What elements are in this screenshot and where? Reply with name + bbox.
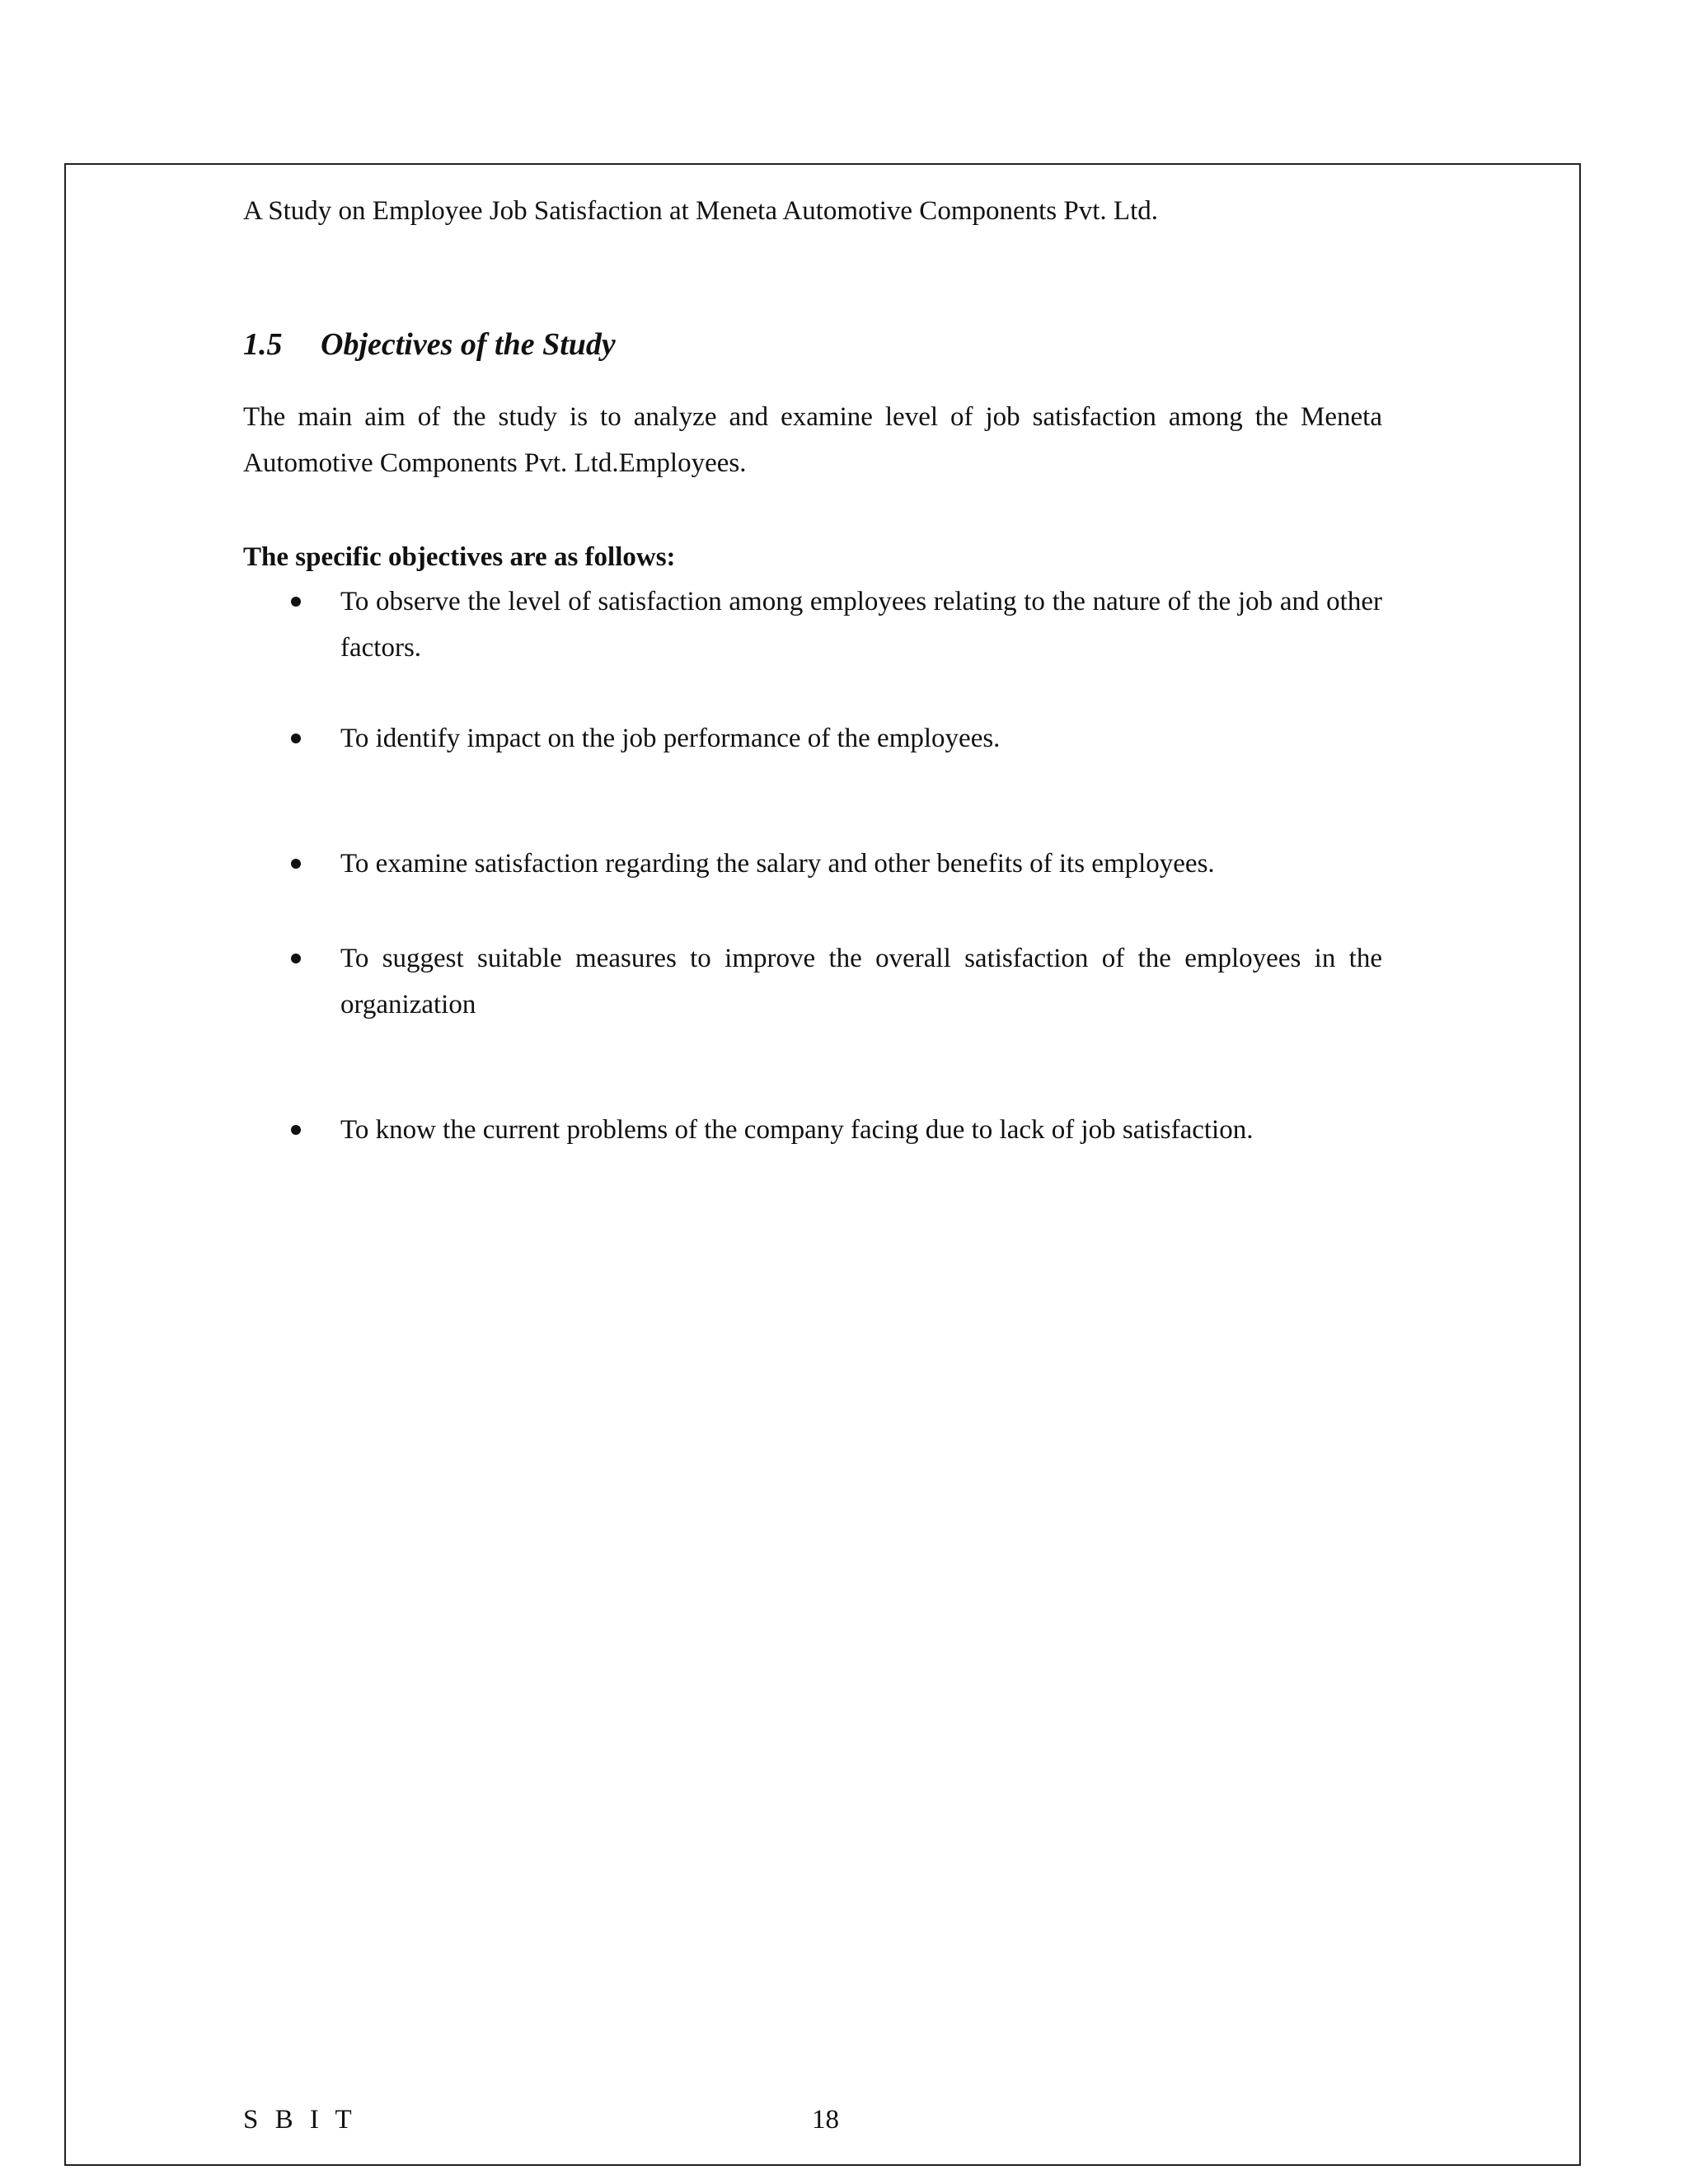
bullet-icon	[291, 597, 301, 607]
objective-text: To know the current problems of the company facing due to lack of job satisfaction.	[340, 1115, 1254, 1145]
footer-page-number: 18	[812, 2105, 839, 2135]
bullet-icon	[291, 1125, 301, 1135]
objectives-label: The specific objectives are as follows:	[243, 542, 676, 572]
footer-institution: S B I T	[243, 2105, 357, 2135]
bullet-icon	[291, 954, 301, 963]
objective-item	[291, 935, 1382, 1028]
objective-text: To examine satisfaction regarding the salary and other benefits of its employees.	[340, 849, 1215, 879]
section-title: Objectives of the Study	[321, 327, 616, 362]
objective-text: To identify impact on the job performance of the employees.	[340, 724, 1001, 753]
bullet-icon	[291, 733, 301, 743]
objective-item	[291, 1107, 1382, 1153]
objective-item	[291, 841, 1382, 887]
section-number: 1.5	[243, 327, 283, 362]
running-header: A Study on Employee Job Satisfaction at Meneta Automotive Components Pvt. Ltd.	[243, 196, 1158, 226]
section-heading	[243, 323, 616, 366]
objective-text: To observe the level of satisfaction among employees relating to the nature of the job and other factors.	[340, 587, 1382, 663]
intro-paragraph: The main aim of the study is to analyze and examine level of job satisfaction among the Meneta Automotive Components Pvt. Ltd.Employees.	[243, 402, 1382, 478]
objective-item	[291, 579, 1382, 671]
objective-item	[291, 715, 1382, 762]
bullet-icon	[291, 859, 301, 869]
objective-text: To suggest suitable measures to improve the overall satisfaction of the employees in the organization	[340, 944, 1382, 1019]
